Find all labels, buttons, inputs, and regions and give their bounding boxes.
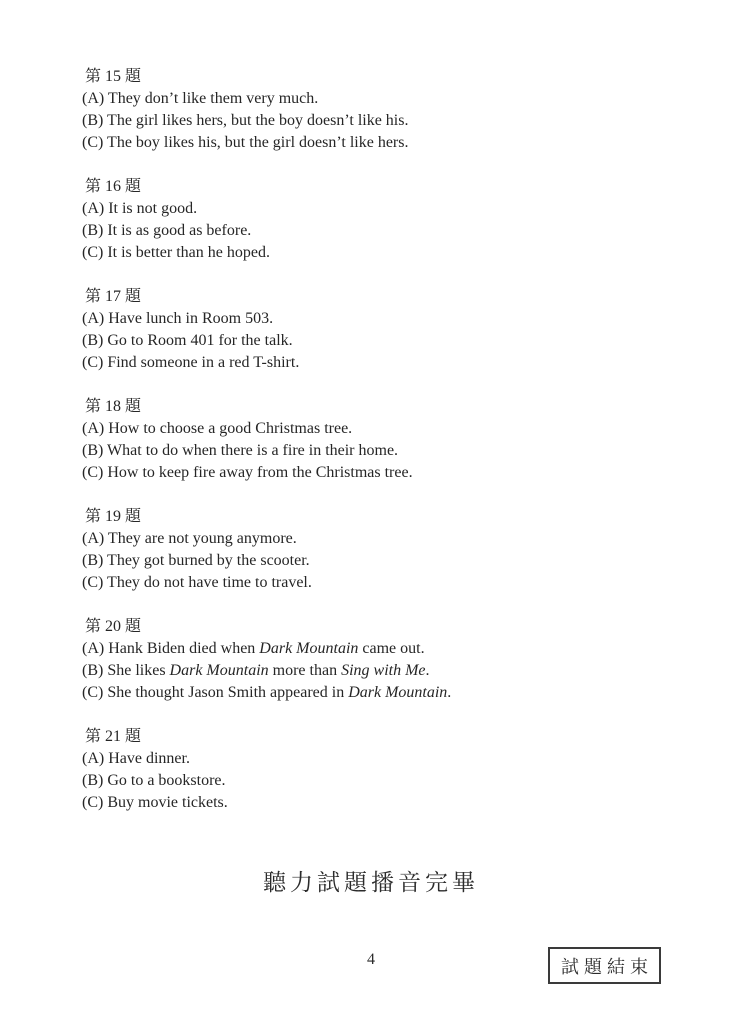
option-line-c: (C) It is better than he hoped.	[82, 244, 270, 261]
question-block-15	[82, 66, 682, 154]
end-of-test-box	[548, 947, 661, 984]
option-line-b: (B) What to do when there is a fire in their home.	[82, 442, 399, 459]
option-line-c: (C) They do not have time to travel.	[82, 574, 312, 591]
option-line-a: (A) Have dinner.	[82, 750, 190, 767]
option-line-a: (A) They don’t like them very much.	[82, 90, 319, 107]
question-block-19	[82, 506, 682, 594]
question-title: 第 17 題	[85, 288, 142, 305]
option-line-b: (B) Go to a bookstore.	[82, 772, 226, 789]
question-title: 第 16 題	[85, 178, 142, 195]
question-block-16	[82, 176, 682, 264]
option-line-b: (B) They got burned by the scooter.	[82, 552, 310, 569]
option-line-a: (A) Hank Biden died when Dark Mountain came out.	[82, 640, 425, 657]
option-line-a: (A) It is not good.	[82, 200, 198, 217]
question-block-18	[82, 396, 682, 484]
question-title: 第 21 題	[85, 728, 142, 745]
option-line-b: (B) It is as good as before.	[82, 222, 252, 239]
option-line-c: (C) She thought Jason Smith appeared in Dark Mountain.	[82, 684, 452, 701]
page-number: 4	[367, 951, 375, 968]
end-of-test-label: 試題結束	[561, 956, 653, 977]
option-line-c: (C) Find someone in a red T-shirt.	[82, 354, 300, 371]
option-line-b: (B) She likes Dark Mountain more than Sing with Me.	[82, 662, 430, 679]
option-line-a: (A) Have lunch in Room 503.	[82, 310, 274, 327]
option-line-c: (C) Buy movie tickets.	[82, 794, 228, 811]
question-title: 第 18 題	[85, 398, 142, 415]
option-line-c: (C) The boy likes his, but the girl doesn’t like hers.	[82, 134, 409, 151]
option-line-c: (C) How to keep fire away from the Christmas tree.	[82, 464, 413, 481]
option-line-a: (A) How to choose a good Christmas tree.	[82, 420, 353, 437]
question-block-21	[82, 726, 682, 814]
option-line-b: (B) Go to Room 401 for the talk.	[82, 332, 293, 349]
question-block-17	[82, 286, 682, 374]
question-block-20	[82, 616, 682, 704]
question-title: 第 19 題	[85, 508, 142, 525]
option-line-b: (B) The girl likes hers, but the boy doesn’t like his.	[82, 112, 409, 129]
question-title: 第 20 題	[85, 618, 142, 635]
question-title: 第 15 題	[85, 68, 142, 85]
listening-complete-notice: 聽力試題播音完畢	[263, 870, 479, 895]
option-line-a: (A) They are not young anymore.	[82, 530, 297, 547]
